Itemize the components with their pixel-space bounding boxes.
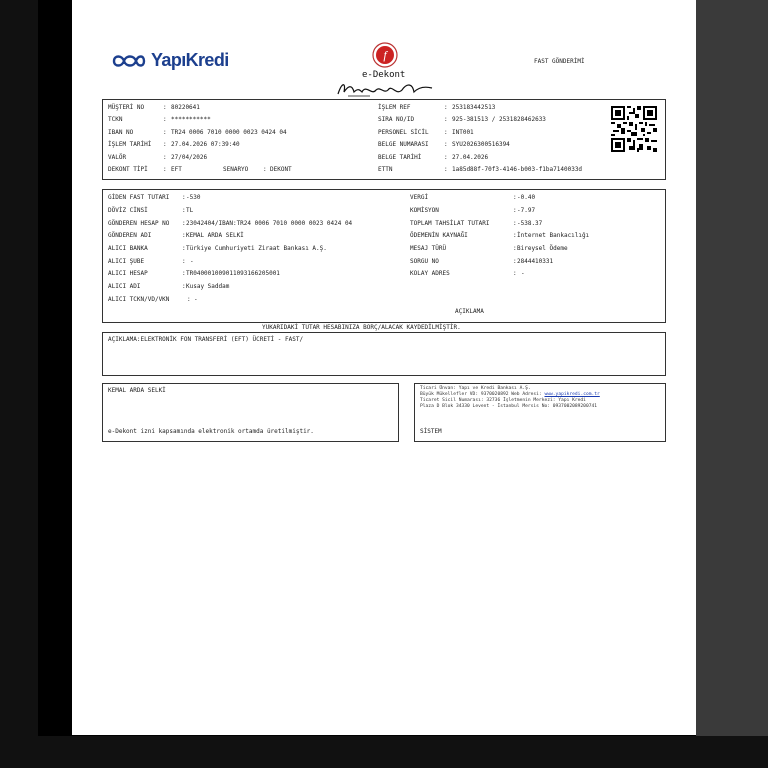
info-left-label-2: IBAN NO — [108, 129, 134, 136]
receiver-name-value: Kusay Saddam — [186, 283, 230, 290]
info-right-label-1: SIRA NO/ID — [378, 116, 415, 123]
senaryo-value: DEKONT — [270, 166, 292, 173]
transfer-left-label-8: ALICI TCKN/VD/VKN — [108, 296, 170, 303]
info-right-label-3: BELGE NUMARASI — [378, 141, 429, 148]
trade-registry-line: Ticaret Sicil Numarası: 32736 İşletmenin Merkezi: Yapı Kredi — [420, 398, 586, 403]
footer-left-box — [102, 383, 399, 442]
commission-value: -7.97 — [517, 207, 536, 214]
iban-value: TR24 0006 7010 0000 0023 0424 04 — [171, 129, 287, 136]
description-box — [102, 332, 666, 376]
staff-id-value: INT001 — [452, 129, 474, 136]
website-link[interactable]: www.yapikredi.com.tr — [544, 392, 600, 397]
document-date-value: 27.04.2026 — [452, 154, 489, 161]
info-left-label-0: MÜŞTERİ NO — [108, 104, 145, 111]
transfer-left-label-0: GİDEN FAST TUTARI — [108, 194, 170, 201]
footer-electronic-note: e-Dekont izni kapsamında elektronik ortamda üretilmiştir. — [108, 428, 314, 435]
address-line: Plaza D Blok 34330 Levent - İstanbul Mersis No: 0937002089200741 — [420, 404, 598, 409]
document-number-value: SYU2026300516394 — [452, 141, 510, 148]
tckn-value: *********** — [171, 116, 211, 123]
sep: : — [163, 129, 167, 136]
sep: : — [513, 258, 517, 265]
sep: : — [513, 194, 517, 201]
signature-graphic — [334, 78, 436, 100]
transfer-right-label-1: KOMİSYON — [410, 207, 439, 214]
easy-address-value: - — [521, 270, 525, 277]
yapikredi-logo — [112, 50, 229, 71]
doc-title: FAST GÖNDERİMİ — [534, 58, 585, 65]
transfer-right-label-2: TOPLAM TAHSİLAT TUTARI — [410, 220, 490, 227]
qr-code-icon — [611, 106, 657, 152]
total-charge-value: -538.37 — [517, 220, 543, 227]
sep: : — [444, 116, 448, 123]
transfer-right-label-5: SORGU NO — [410, 258, 439, 265]
receiver-bank-value: Türkiye Cumhuriyeti Ziraat Bankası A.Ş. — [186, 245, 327, 252]
info-right-label-4: BELGE TARİHİ — [378, 154, 422, 161]
sep: : — [513, 245, 517, 252]
sep: : — [513, 232, 517, 239]
tax-value: -0.40 — [517, 194, 536, 201]
fast-amount-value: -530 — [186, 194, 201, 201]
debit-credit-banner: YUKARIDAKİ TUTAR HESABINIZA BORÇ/ALACAK KAYDEDİLMİŞTİR. — [262, 324, 461, 331]
sep: : — [182, 194, 186, 201]
sep: : — [182, 283, 186, 290]
info-left-label-4: VALÖR — [108, 154, 127, 161]
dekont-type-value: EFT — [171, 166, 182, 173]
transfer-left-label-6: ALICI HESAP — [108, 270, 148, 277]
receiver-tckn-value: - — [194, 296, 198, 303]
sep: : — [513, 220, 517, 227]
sep: : — [182, 258, 186, 265]
transfer-left-label-2: GÖNDEREN HESAP NO — [108, 220, 170, 227]
sep: : — [163, 104, 167, 111]
receiver-account-value: TR040001009011093166205001 — [186, 270, 280, 277]
transfer-left-label-7: ALICI ADI — [108, 283, 141, 290]
currency-value: TL — [186, 207, 194, 214]
sep: : — [182, 232, 186, 239]
sep: : — [163, 154, 167, 161]
sep: : — [163, 166, 167, 173]
doc-type-label: e-Dekont — [362, 70, 406, 80]
customer-no-value: 80220641 — [171, 104, 200, 111]
senaryo-label: SENARYO — [223, 166, 249, 173]
tax-office-text: Büyük Mükellefler VD: 9370020892 Web Adresi: — [420, 392, 542, 397]
transaction-date-value: 27.04.2026 07:39:40 — [171, 141, 240, 148]
transfer-box — [102, 189, 666, 323]
message-type-value: Bireysel Ödeme — [517, 245, 568, 252]
sequence-no-value: 925-381513 / 2531828462633 — [452, 116, 546, 123]
sep: : — [513, 270, 517, 277]
sep: : — [444, 154, 448, 161]
info-right-label-0: İŞLEM REF — [378, 104, 411, 111]
info-right-label-5: ETTN — [378, 166, 393, 173]
transfer-left-label-1: DÖVİZ CİNSİ — [108, 207, 148, 214]
receipt-paper — [72, 0, 696, 735]
sep: : — [163, 141, 167, 148]
info-left-label-1: TCKN — [108, 116, 123, 123]
sep: : — [182, 220, 186, 227]
transaction-ref-value: 253183442513 — [452, 104, 496, 111]
info-right-label-2: PERSONEL SİCİL — [378, 129, 429, 136]
footer-right-box — [414, 383, 666, 442]
query-no-value: 2844410331 — [517, 258, 554, 265]
screen-frame-left — [0, 0, 38, 768]
sep: : — [444, 129, 448, 136]
valor-value: 27/04/2026 — [171, 154, 208, 161]
transfer-left-label-5: ALICI ŞUBE — [108, 258, 145, 265]
yapikredi-logo-icon — [112, 52, 146, 70]
yapikredi-seal-icon — [372, 42, 398, 68]
ettn-value: 1a85d88f-70f3-4146-b003-f1ba7140033d — [452, 166, 583, 173]
transfer-right-label-6: KOLAY ADRES — [410, 270, 450, 277]
sender-name-value: KEMAL ARDA SELKİ — [186, 232, 244, 239]
transfer-right-label-0: VERGİ — [410, 194, 429, 201]
description-text: AÇIKLAMA:ELEKTRONİK FON TRANSFERİ (EFT) ÜCRETİ - FAST/ — [108, 336, 304, 343]
aciklama-heading: AÇIKLAMA — [455, 308, 484, 315]
svg-text:f: f — [383, 48, 387, 62]
brand-name: YapıKredi — [151, 50, 229, 70]
sep: : — [182, 207, 186, 214]
receiver-branch-value: - — [190, 258, 194, 265]
sep: : — [444, 166, 448, 173]
info-box — [102, 99, 666, 180]
screen-frame-right — [696, 0, 768, 768]
sep: : — [444, 141, 448, 148]
sep: : — [182, 245, 186, 252]
sep: : — [263, 166, 267, 173]
system-label: SİSTEM — [420, 428, 442, 435]
transfer-left-label-4: ALICI BANKA — [108, 245, 148, 252]
info-left-label-3: İŞLEM TARİHİ — [108, 141, 152, 148]
sep: : — [182, 270, 186, 277]
sep: : — [187, 296, 191, 303]
company-title: Ticari Ünvan: Yapı ve Kredi Bankası A.Ş. — [420, 386, 531, 391]
transfer-right-label-3: ÖDEMENİN KAYNAĞI — [410, 232, 468, 239]
sep: : — [163, 116, 167, 123]
sep: : — [513, 207, 517, 214]
footer-customer-name: KEMAL ARDA SELKİ — [108, 387, 166, 394]
info-left-label-5: DEKONT TİPİ — [108, 166, 148, 173]
screen-frame-bottom — [0, 736, 768, 768]
transfer-left-label-3: GÖNDEREN ADI — [108, 232, 152, 239]
sep: : — [444, 104, 448, 111]
sender-account-value: 23042404/IBAN:TR24 0006 7010 0000 0023 0424 04 — [186, 220, 353, 227]
transfer-right-label-4: MESAJ TÜRÜ — [410, 245, 447, 252]
payment-source-value: İnternet Bankacılığı — [517, 232, 590, 239]
